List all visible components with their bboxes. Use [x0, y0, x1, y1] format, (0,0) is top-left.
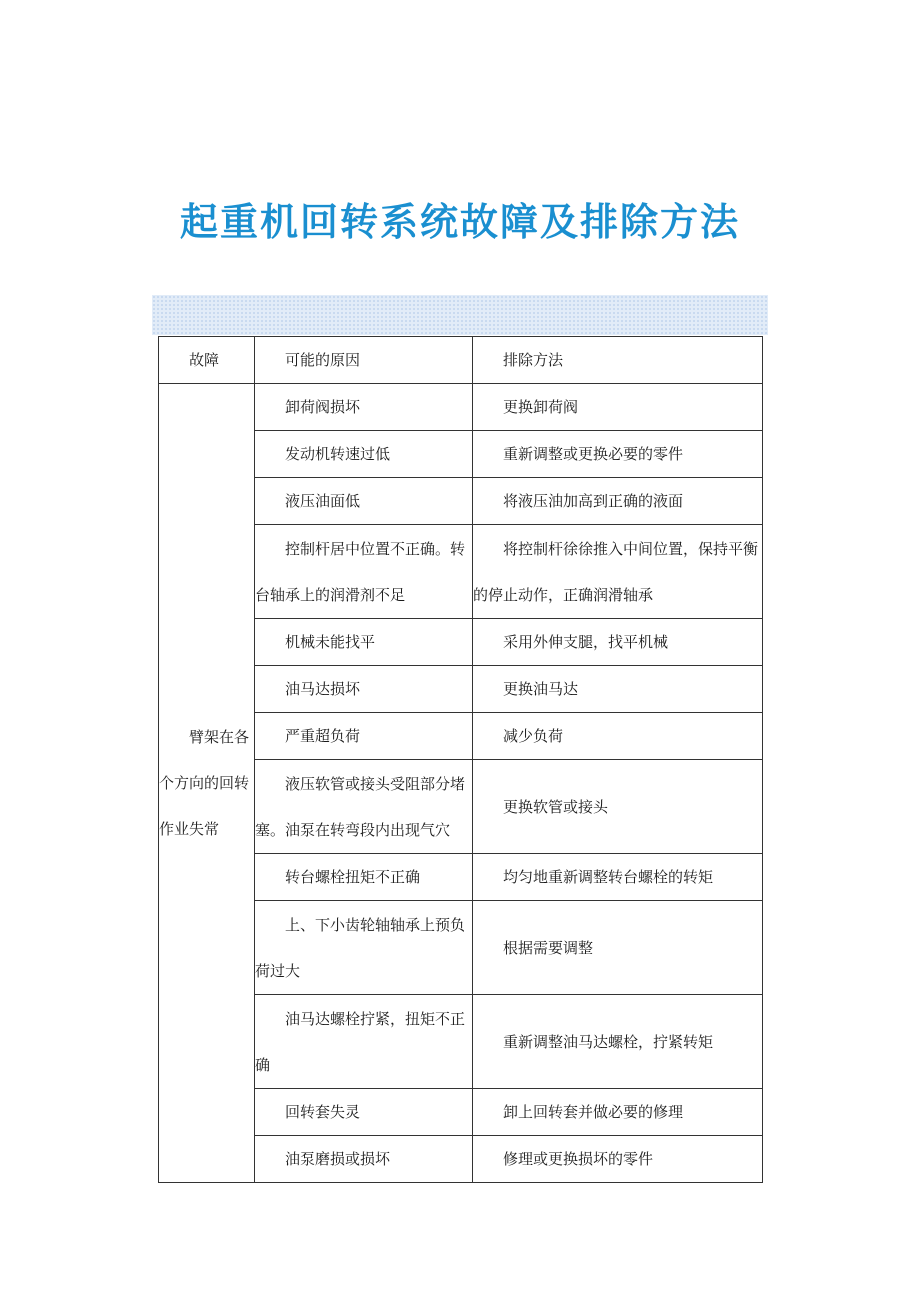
cause-text: 机械未能找平: [285, 633, 376, 651]
cause-cell: [255, 901, 473, 995]
cause-text: 油马达损坏: [285, 680, 361, 698]
cause-text: 卸荷阀损坏: [285, 398, 361, 416]
remedy-cell: [473, 713, 763, 760]
fault-cell: [159, 384, 255, 1183]
header-row: [159, 337, 763, 384]
cause-text: 上、下小齿轮轴轴承上预负荷过大: [255, 916, 466, 980]
cause-text: 液压软管或接头受阻部分堵塞。油泵在转弯段内出现气穴: [255, 775, 466, 839]
remedy-cell: [473, 995, 763, 1089]
page-title: 起重机回转系统故障及排除方法: [179, 200, 740, 244]
cause-cell: [255, 431, 473, 478]
cause-cell: [255, 478, 473, 525]
remedy-cell: [473, 760, 763, 854]
remedy-cell: [473, 1136, 763, 1183]
remedy-text: 重新调整或更换必要的零件: [503, 445, 684, 463]
remedy-text: 更换软管或接头: [503, 797, 609, 816]
cause-cell: [255, 1136, 473, 1183]
remedy-text: 修理或更换损坏的零件: [503, 1150, 654, 1168]
remedy-text: 将液压油加高到正确的液面: [503, 492, 684, 510]
cause-cell: [255, 854, 473, 901]
cause-text: 回转套失灵: [285, 1103, 361, 1121]
remedy-text: 重新调整油马达螺栓，拧紧转矩: [503, 1032, 714, 1051]
header-remedy: 排除方法: [473, 337, 763, 384]
remedy-text: 将控制杆徐徐推入中间位置，保持平衡的停止动作，正确润滑轴承: [473, 540, 759, 604]
fault-table: [158, 336, 763, 1183]
cause-cell: [255, 666, 473, 713]
cause-text: 油泵磨损或损坏: [285, 1150, 391, 1168]
table-row: [159, 384, 763, 431]
remedy-cell: [473, 901, 763, 995]
header-cause: 可能的原因: [255, 337, 473, 384]
cause-text: 控制杆居中位置不正确。转台轴承上的润滑剂不足: [255, 540, 466, 604]
remedy-text: 均匀地重新调整转台螺栓的转矩: [503, 868, 714, 886]
cause-text: 发动机转速过低: [285, 445, 391, 463]
cause-cell: [255, 760, 473, 854]
cause-cell: [255, 713, 473, 760]
remedy-cell: [473, 478, 763, 525]
remedy-text: 卸上回转套并做必要的修理: [503, 1103, 684, 1121]
cause-text: 油马达螺栓拧紧，扭矩不正确: [255, 1010, 466, 1074]
remedy-text: 采用外伸支腿，找平机械: [503, 633, 669, 651]
cause-text: 严重超负荷: [285, 727, 361, 745]
remedy-cell: [473, 619, 763, 666]
cause-cell: [255, 1089, 473, 1136]
remedy-text: 根据需要调整: [503, 938, 594, 957]
cause-text: 转台螺栓扭矩不正确: [285, 868, 421, 886]
remedy-cell: [473, 854, 763, 901]
remedy-text: 更换油马达: [503, 680, 579, 698]
decorative-band: [152, 295, 768, 335]
cause-cell: [255, 995, 473, 1089]
cause-text: 液压油面低: [285, 492, 361, 510]
remedy-text: 减少负荷: [503, 727, 564, 745]
remedy-text: 更换卸荷阀: [503, 398, 579, 416]
fault-text: 臂架在各个方向的回转作业失常: [159, 728, 250, 838]
remedy-cell: [473, 431, 763, 478]
header-fault: 故障: [159, 337, 255, 384]
remedy-cell: [473, 1089, 763, 1136]
fault-table-body: [159, 337, 763, 1183]
cause-cell: [255, 525, 473, 619]
cause-cell: [255, 384, 473, 431]
remedy-cell: [473, 666, 763, 713]
cause-cell: [255, 619, 473, 666]
remedy-cell: [473, 525, 763, 619]
remedy-cell: [473, 384, 763, 431]
